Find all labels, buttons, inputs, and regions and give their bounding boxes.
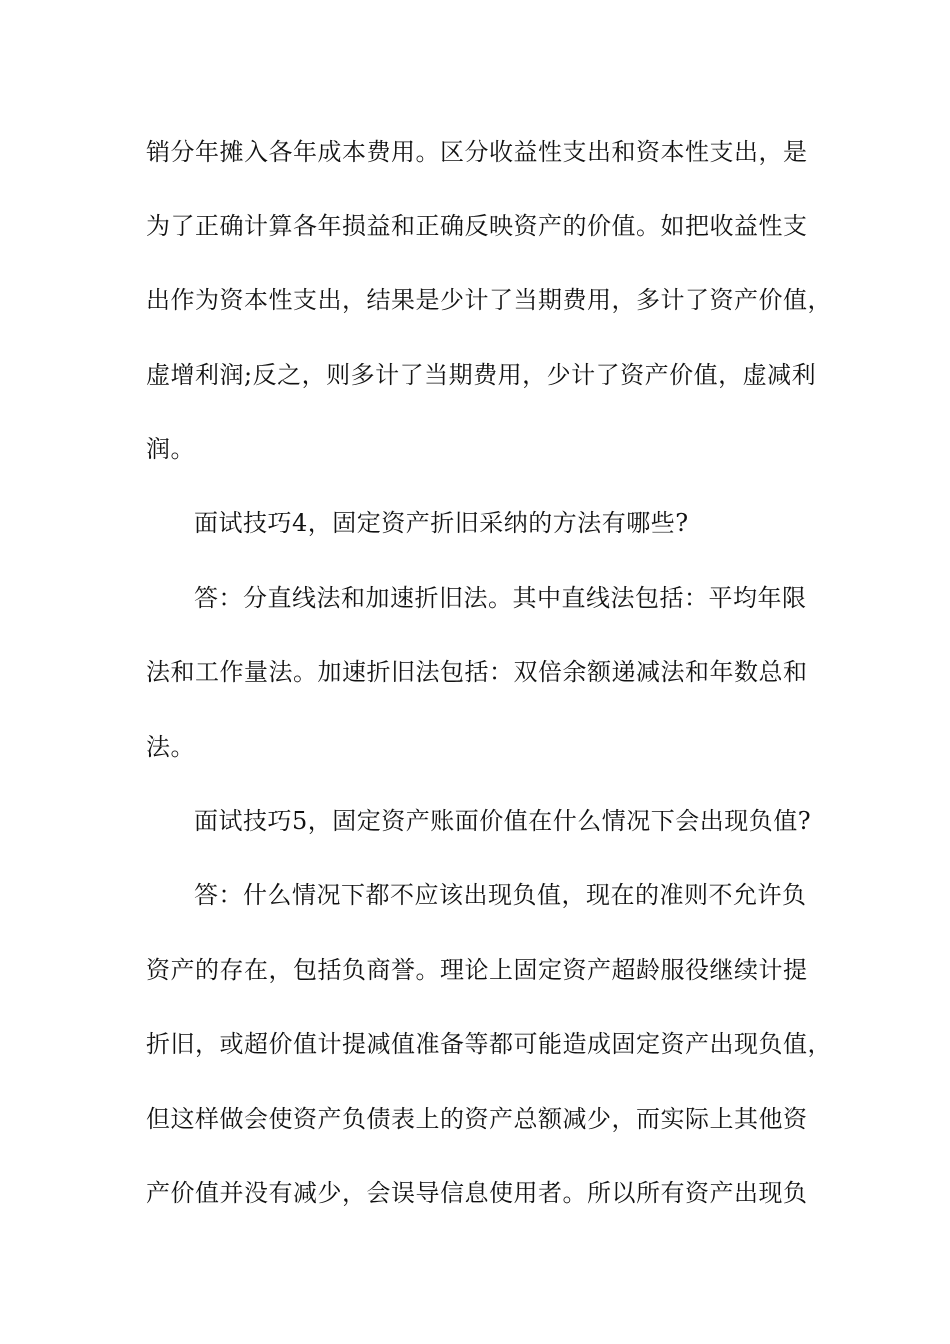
text-line: 折旧，或超价值计提减值准备等都可能造成固定资产出现负值， [146, 1030, 832, 1058]
text-line: 但这样做会使资产负债表上的资产总额减少，而实际上其他资 [146, 1105, 808, 1133]
text-line: 资产的存在，包括负商誉。理论上固定资产超龄服役继续计提 [146, 956, 808, 984]
answer-text: 答：分直线法和加速折旧法。其中直线法包括：平均年限 [194, 584, 807, 612]
text-line: 为了正确计算各年损益和正确反映资产的价值。如把收益性支 [146, 212, 808, 240]
text-line: 法。 [146, 733, 195, 761]
text-line: 虚增利润;反之，则多计了当期费用，少计了资产价值，虚减利 [146, 361, 817, 389]
answer-text: 答：什么情况下都不应该出现负值，现在的准则不允许负 [194, 881, 807, 909]
text-line: 销分年摊入各年成本费用。区分收益性支出和资本性支出，是 [146, 138, 808, 166]
text-line: 法和工作量法。加速折旧法包括：双倍余额递减法和年数总和 [146, 658, 808, 686]
text-line: 出作为资本性支出，结果是少计了当期费用，多计了资产价值， [146, 286, 832, 314]
question-heading: 面试技巧5，固定资产账面价值在什么情况下会出现负值? [194, 807, 812, 835]
text-line: 润。 [146, 435, 195, 463]
text-line: 产价值并没有减少，会误导信息使用者。所以所有资产出现负 [146, 1179, 808, 1207]
question-heading: 面试技巧4，固定资产折旧采纳的方法有哪些? [194, 509, 689, 537]
